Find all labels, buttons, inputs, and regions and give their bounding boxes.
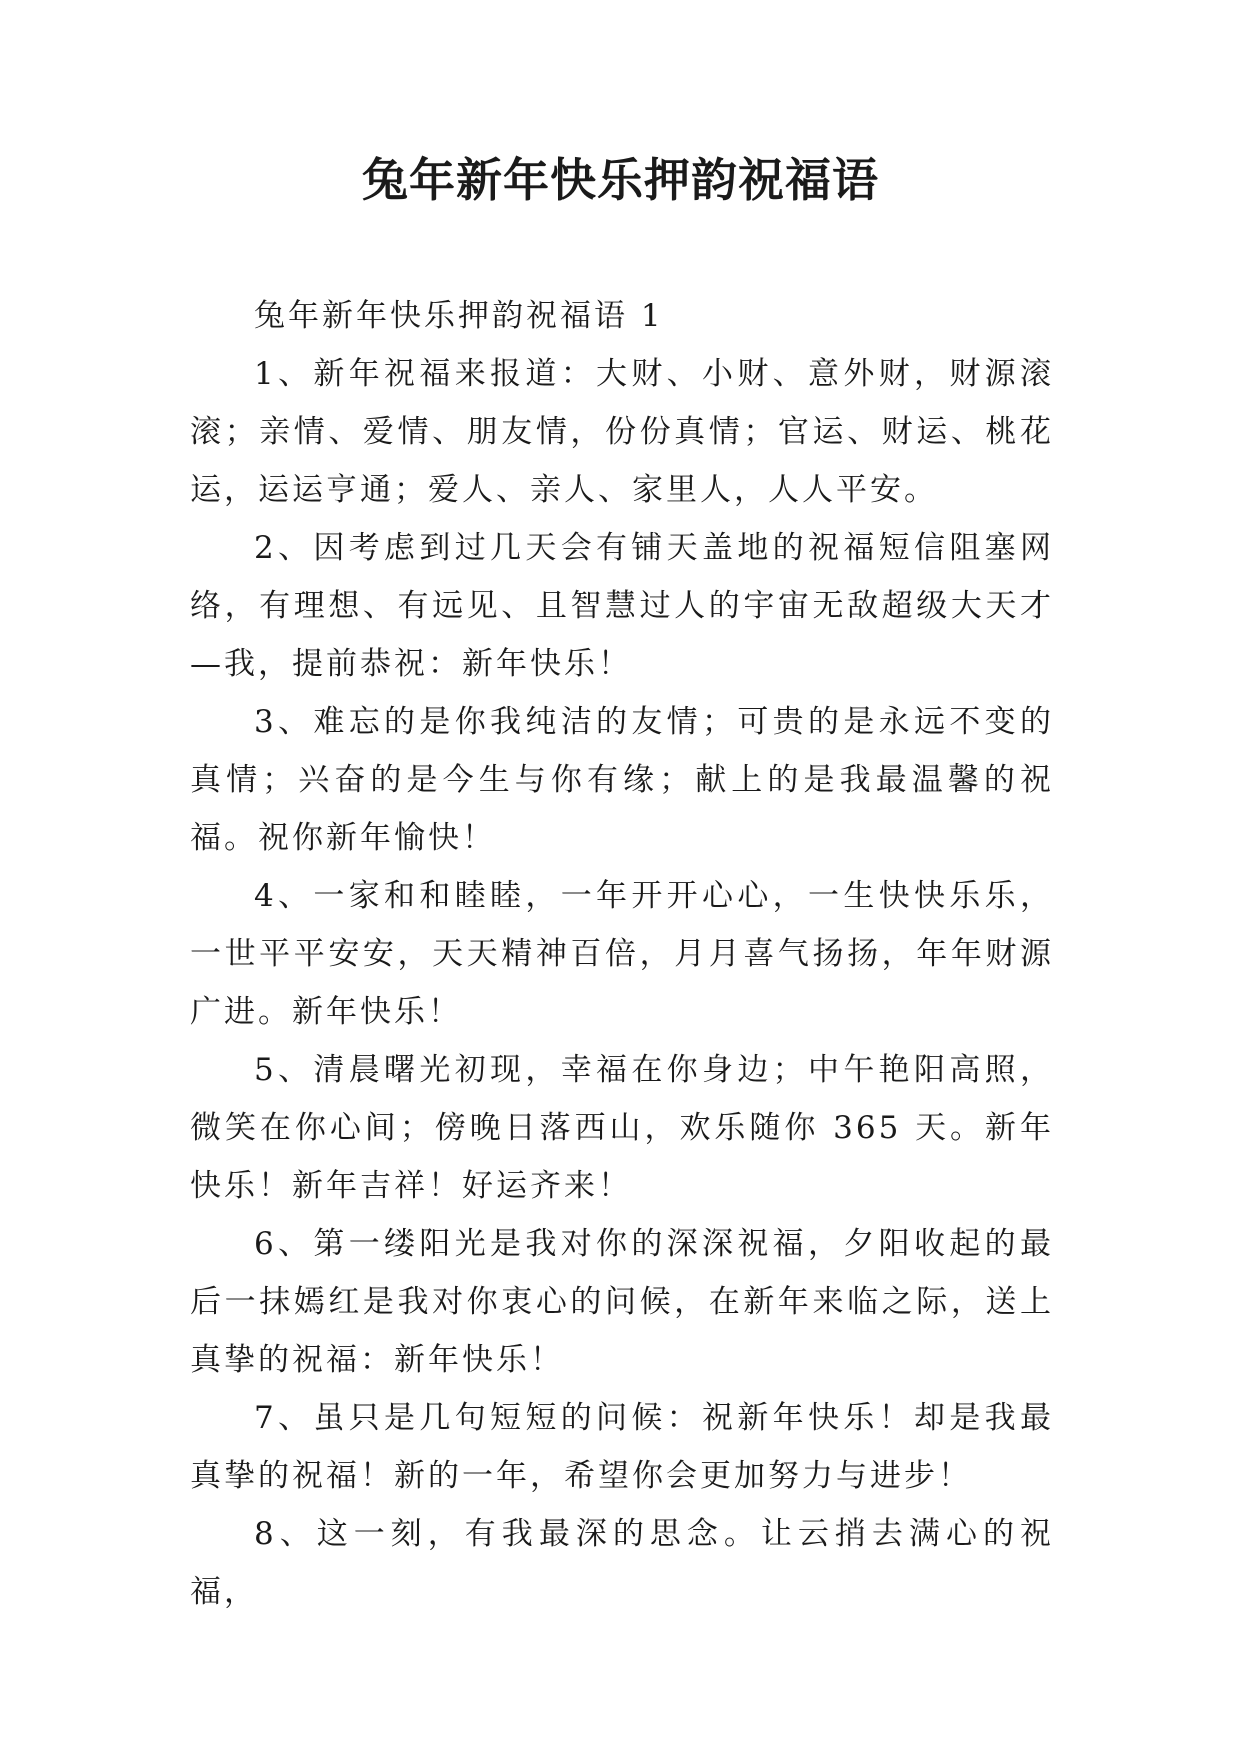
paragraph-1: 1、新年祝福来报道：大财、小财、意外财，财源滚滚；亲情、爱情、朋友情，份份真情；官运、财运、桃花运，运运亨通；爱人、亲人、家里人，人人平安。: [190, 356, 1054, 508]
paragraph-8: 8、这一刻，有我最深的思念。让云捎去满心的祝福，: [190, 1516, 1054, 1610]
paragraph-6: 6、第一缕阳光是我对你的深深祝福，夕阳收起的最后一抹嫣红是我对你衷心的问候，在新年来临之际，送上真挚的祝福：新年快乐！: [190, 1226, 1054, 1378]
document-body: [190, 287, 1054, 1621]
paragraph-3: 3、难忘的是你我纯洁的友情；可贵的是永远不变的真情；兴奋的是今生与你有缘；献上的是我最温馨的祝福。祝你新年愉快！: [190, 704, 1054, 856]
paragraph-5: 5、清晨曙光初现，幸福在你身边；中午艳阳高照，微笑在你心间；傍晚日落西山，欢乐随你 365 天。新年快乐！新年吉祥！好运齐来！: [190, 1052, 1054, 1204]
paragraph-2: 2、因考虑到过几天会有铺天盖地的祝福短信阻塞网络，有理想、有远见、且智慧过人的宇宙无敌超级大天才—我，提前恭祝：新年快乐！: [190, 530, 1054, 682]
paragraph-7: 7、虽只是几句短短的问候：祝新年快乐！却是我最真挚的祝福！新的一年，希望你会更加努力与进步！: [190, 1400, 1054, 1494]
document-title: 兔年新年快乐押韵祝福语: [362, 153, 879, 207]
paragraph-4: 4、一家和和睦睦，一年开开心心，一生快快乐乐，一世平平安安，天天精神百倍，月月喜气扬扬，年年财源广进。新年快乐！: [190, 878, 1054, 1030]
section-heading: 兔年新年快乐押韵祝福语 1: [254, 298, 664, 334]
